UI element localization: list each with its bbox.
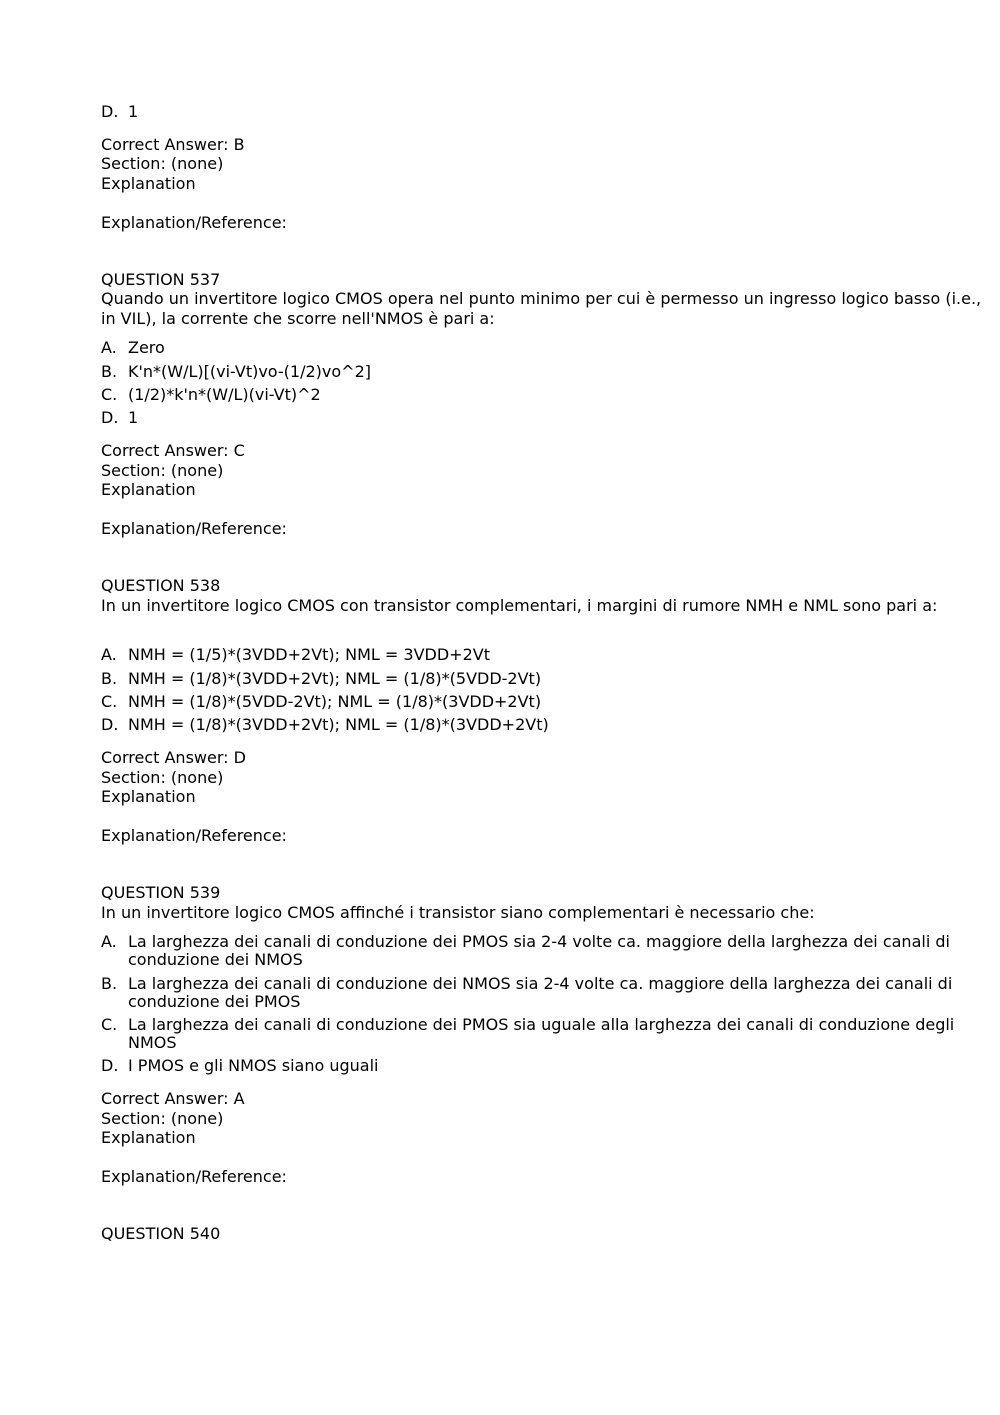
- question-538: [101, 576, 996, 845]
- question-text: Quando un invertitore logico CMOS opera nel punto minimo per cui è permesso un ingresso logico basso (i.e., in VIL), la corrente che scorre nell'NMOS è pari a:: [101, 289, 982, 328]
- explanation-reference: Explanation/Reference:: [101, 826, 287, 846]
- question-text: In un invertitore logico CMOS con transistor complementari, i margini di rumore NMH e NML sono pari a:: [101, 595, 938, 615]
- explanation-reference: Explanation/Reference:: [101, 519, 287, 539]
- option-text: I PMOS e gli NMOS siano uguali: [128, 1056, 379, 1076]
- question-539: [101, 883, 996, 1186]
- correct-answer: Correct Answer: B: [101, 135, 245, 154]
- option-b: [101, 363, 996, 381]
- option-text: Zero: [128, 338, 165, 358]
- option-text: La larghezza dei canali di conduzione dei PMOS sia uguale alla larghezza dei canali di conduzione degli NMOS: [128, 1015, 955, 1053]
- options-list: [101, 646, 996, 734]
- question-title: QUESTION 537: [101, 270, 221, 290]
- option-d: [101, 409, 996, 427]
- options-list: [101, 933, 996, 1075]
- option-d: [101, 1057, 996, 1075]
- document-page: [101, 103, 996, 1244]
- explanation-reference: Explanation/Reference:: [101, 1167, 287, 1187]
- answer-block: [101, 441, 996, 538]
- option-text: NMH = (1/8)*(3VDD+2Vt); NML = (1/8)*(3VDD+2Vt): [128, 715, 549, 735]
- option-text: NMH = (1/8)*(3VDD+2Vt); NML = (1/8)*(5VDD-2Vt): [128, 668, 542, 688]
- explanation-label: Explanation: [101, 173, 196, 193]
- question-title: QUESTION 538: [101, 576, 221, 596]
- correct-answer: Correct Answer: A: [101, 1089, 245, 1109]
- option-text: 1: [128, 102, 139, 121]
- question-text: In un invertitore logico CMOS affinché i transistor siano complementari è necessario che:: [101, 902, 815, 922]
- option-b: [101, 975, 996, 1011]
- section-label: Section: (none): [101, 460, 224, 480]
- option-c: [101, 386, 996, 404]
- option-text: La larghezza dei canali di conduzione dei NMOS sia 2-4 volte ca. maggiore della larghezza dei canali di conduzione dei PMOS: [128, 973, 953, 1011]
- option-letter: A.: [101, 932, 117, 952]
- option-a: [101, 646, 996, 664]
- option-letter: D.: [101, 102, 119, 121]
- option-c: [101, 1016, 996, 1052]
- answer-block: [101, 135, 996, 232]
- section-label: Section: (none): [101, 767, 224, 787]
- option-d: [101, 103, 996, 121]
- option-a: [101, 933, 996, 969]
- option-letter: C.: [101, 385, 118, 405]
- option-letter: A.: [101, 338, 117, 358]
- correct-answer: Correct Answer: C: [101, 441, 245, 461]
- question-title-540: QUESTION 540: [101, 1224, 221, 1244]
- option-letter: B.: [101, 361, 118, 381]
- option-text: NMH = (1/5)*(3VDD+2Vt); NML = 3VDD+2Vt: [128, 645, 490, 665]
- explanation-reference: Explanation/Reference:: [101, 212, 287, 232]
- question-title: QUESTION 539: [101, 883, 221, 903]
- explanation-label: Explanation: [101, 787, 196, 807]
- option-letter: C.: [101, 1015, 118, 1035]
- section-label: Section: (none): [101, 154, 224, 174]
- option-letter: B.: [101, 668, 118, 688]
- option-text: La larghezza dei canali di conduzione dei PMOS sia 2-4 volte ca. maggiore della larghezza dei canali di conduzione dei NMOS: [128, 932, 950, 970]
- option-text: 1: [128, 408, 139, 428]
- option-letter: B.: [101, 973, 118, 993]
- option-text: NMH = (1/8)*(5VDD-2Vt); NML = (1/8)*(3VDD+2Vt): [128, 692, 542, 712]
- option-letter: D.: [101, 1056, 119, 1076]
- section-label: Section: (none): [101, 1108, 224, 1128]
- option-d: [101, 716, 996, 734]
- explanation-label: Explanation: [101, 1128, 196, 1148]
- option-b: [101, 670, 996, 688]
- answer-block: [101, 1089, 996, 1186]
- correct-answer: Correct Answer: D: [101, 748, 246, 768]
- option-letter: D.: [101, 715, 119, 735]
- option-letter: A.: [101, 645, 117, 665]
- explanation-label: Explanation: [101, 480, 196, 500]
- options-list: [101, 339, 996, 427]
- option-a: [101, 339, 996, 357]
- option-letter: C.: [101, 692, 118, 712]
- question-537: [101, 270, 996, 538]
- option-text: K'n*(W/L)[(vi-Vt)vo-(1/2)vo^2]: [128, 361, 371, 381]
- answer-block: [101, 748, 996, 845]
- option-letter: D.: [101, 408, 119, 428]
- option-text: (1/2)*k'n*(W/L)(vi-Vt)^2: [128, 385, 321, 405]
- option-c: [101, 693, 996, 711]
